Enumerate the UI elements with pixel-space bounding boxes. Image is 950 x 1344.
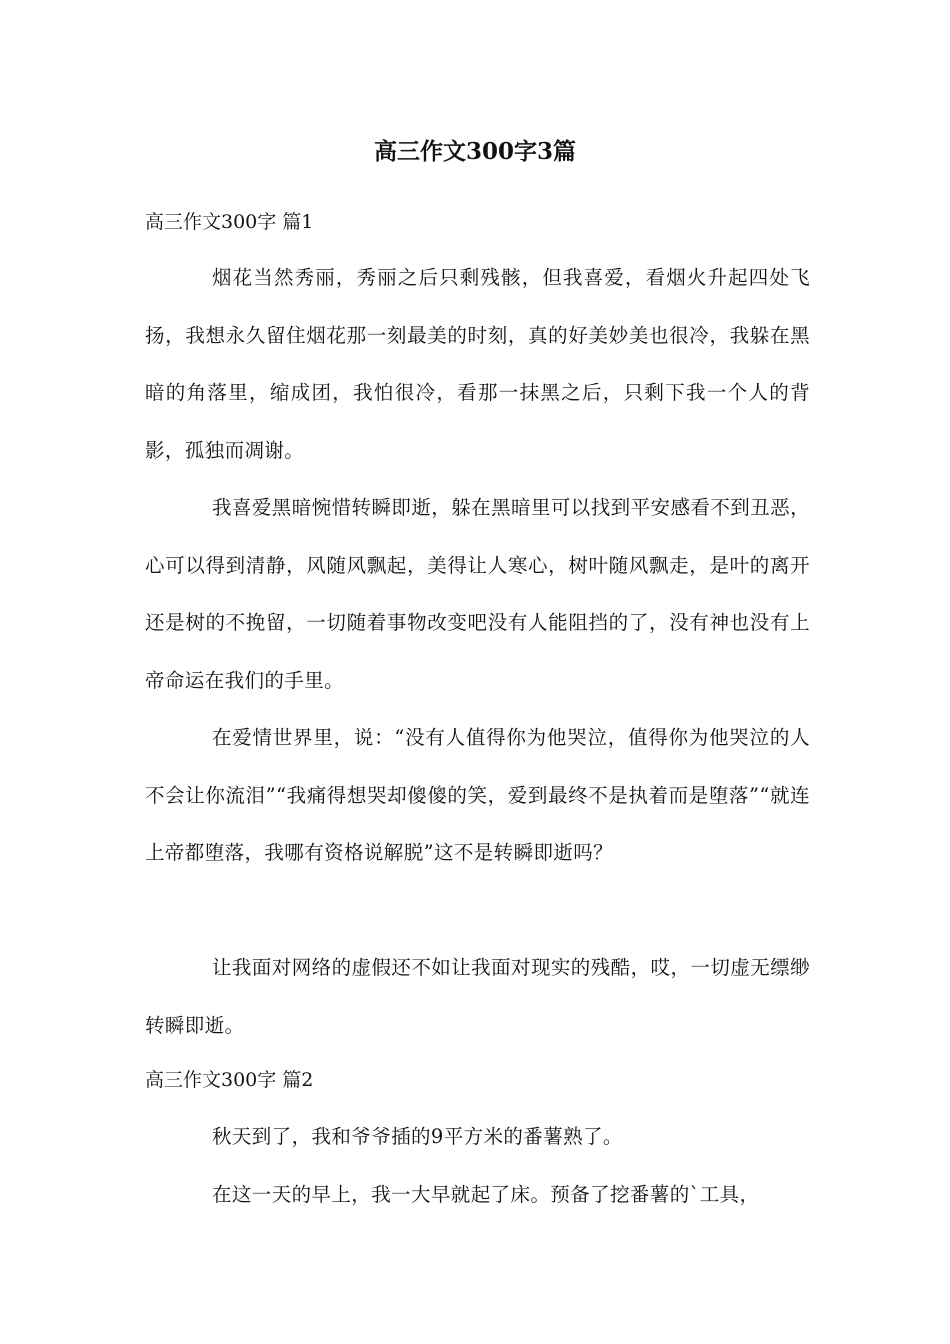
paragraph: 让我面对网络的虚假还不如让我面对现实的残酷，哎，一切虚无缥缈转瞬即逝。 xyxy=(145,956,810,1037)
paragraph: 烟花当然秀丽，秀丽之后只剩残骸，但我喜爱，看烟火升起四处飞扬，我想永久留住烟花那一刻最美的时刻，真的好美妙美也很冷，我躲在黑暗的角落里，缩成团，我怕很冷，看那一抹黑之后，只剩下我一个人的背影，孤独而凋谢。 xyxy=(145,266,810,462)
section-heading-1: 高三作文300字 篇1 xyxy=(145,211,314,233)
paragraph: 秋天到了，我和爷爷插的9平方米的番薯熟了。 xyxy=(212,1125,623,1148)
paragraph: 我喜爱黑暗惋惜转瞬即逝，躲在黑暗里可以找到平安感看不到丑恶，心可以得到清静，风随风飘起，美得让人寒心，树叶随风飘走，是叶的离开还是树的不挽留，一切随着事物改变吧没有人能阻挡的了，没有神也没有上帝命运在我们的手里。 xyxy=(145,496,810,692)
section-heading-2: 高三作文300字 篇2 xyxy=(145,1069,314,1091)
paragraph: 在这一天的早上，我一大早就起了床。预备了挖番薯的`工具， xyxy=(212,1183,760,1206)
paragraph: 在爱情世界里，说：“没有人值得你为他哭泣，值得你为他哭泣的人不会让你流泪”“我痛得想哭却傻傻的笑，爱到最终不是执着而是堕落”“就连上帝都堕落，我哪有资格说解脱”这不是转瞬即逝吗？ xyxy=(145,726,810,864)
document-title: 高三作文300字3篇 xyxy=(373,138,576,165)
